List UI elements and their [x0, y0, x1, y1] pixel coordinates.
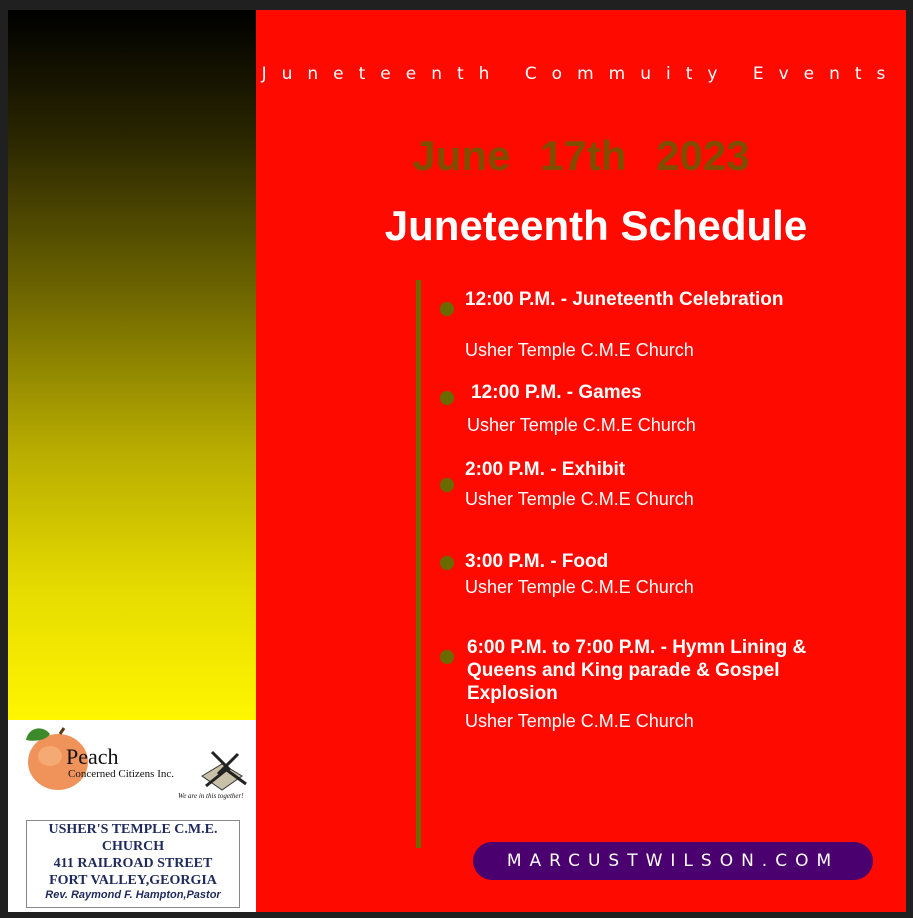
church-address-box [26, 820, 240, 908]
schedule-item-time: 3:00 P.M. - Food [465, 551, 609, 572]
logo-panel [8, 720, 256, 912]
bullet-dot-icon [440, 391, 454, 405]
sponsor-subtitle: Concerned Citizens Inc. [68, 768, 174, 780]
timeline-bar [416, 280, 421, 848]
sponsor-name: Peach [66, 744, 119, 769]
gradient-strip [8, 10, 256, 720]
sponsor-tagline: We are in this together! [178, 792, 244, 800]
church-name-line1: USHER'S TEMPLE C.M.E. [48, 822, 218, 837]
church-name-line2: CHURCH [101, 839, 165, 854]
bullet-dot-icon [440, 556, 454, 570]
church-street: 411 RAILROAD STREET [53, 856, 213, 871]
schedule-item-time: 12:00 P.M. - Juneteenth Celebration [465, 289, 784, 310]
event-date-year: 2023 [656, 132, 750, 179]
bullet-dot-icon [440, 302, 454, 316]
hands-icon [202, 752, 246, 790]
schedule-item-time: 2:00 P.M. - Exhibit [465, 459, 626, 480]
website-link[interactable]: MARCUSTWILSON.COM [473, 842, 873, 880]
schedule-heading: Juneteenth Schedule [384, 202, 808, 249]
event-title: Juneteenth Commuity Events [261, 64, 901, 84]
schedule-item-location: Usher Temple C.M.E Church [467, 415, 696, 435]
bullet-dot-icon [440, 650, 454, 664]
bullet-dot-icon [440, 478, 454, 492]
church-pastor: Rev. Raymond F. Hampton,Pastor [45, 889, 221, 901]
schedule-item-location: Usher Temple C.M.E Church [465, 711, 694, 731]
schedule-item-location: Usher Temple C.M.E Church [465, 489, 694, 509]
event-date-day: June 17th [412, 132, 627, 179]
event-date [256, 132, 906, 180]
schedule-item-time: 12:00 P.M. - Games [471, 382, 642, 403]
church-city: FORT VALLEY,GEORGIA [49, 873, 217, 888]
schedule-item-location: Usher Temple C.M.E Church [465, 577, 694, 597]
schedule-item-time: 6:00 P.M. to 7:00 P.M. - Hymn Lining & Queens and King parade & Gospel Explosion [467, 637, 807, 704]
schedule-item-location: Usher Temple C.M.E Church [465, 340, 694, 360]
